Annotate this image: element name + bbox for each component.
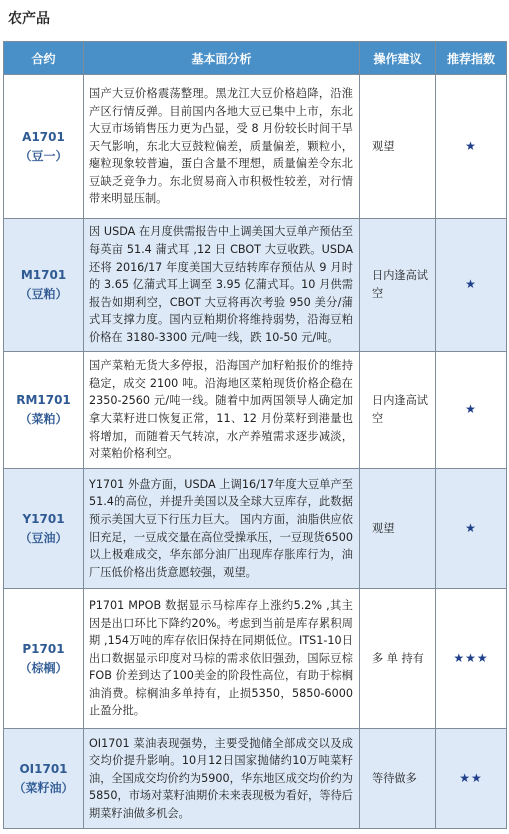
contract-name: （棕榈） bbox=[19, 660, 68, 675]
rating-stars: ★ bbox=[436, 352, 507, 469]
table-row bbox=[4, 352, 507, 469]
contract-name: （豆油） bbox=[19, 530, 68, 545]
advice-cell: 日内逢高试空 bbox=[360, 352, 436, 469]
analysis-cell: 国产大豆价格震荡整理。黑龙江大豆价格趋降，沿淮产区行情反弹。目前国内各地大豆已集中上市，东北大豆市场销售压力更为凸显，受 8 月份较长时间干旱天气影响，东北大豆鼓粒偏差，质量偏差，颗粒小，瘪粒现象较普遍，蛋白含量不理想，质量偏差令东北豆缺乏竞争力。东北贸易商入市积极性较差，对行情带来明显压制。 bbox=[84, 75, 360, 219]
advice-cell: 日内逢高试空 bbox=[360, 219, 436, 352]
contract-cell bbox=[4, 219, 84, 352]
contract-cell bbox=[4, 729, 84, 829]
rating-stars: ★★ bbox=[436, 729, 507, 829]
section-title: 农产品 bbox=[8, 11, 50, 27]
contract-name: （豆一） bbox=[19, 148, 68, 163]
table-row bbox=[4, 219, 507, 352]
contract-code: A1701 bbox=[22, 129, 65, 144]
advice-cell: 等待做多 bbox=[360, 729, 436, 829]
rating-stars: ★ bbox=[436, 219, 507, 352]
column-header-contract: 合约 bbox=[4, 42, 84, 75]
advice-cell: 多 单 持有 bbox=[360, 589, 436, 729]
column-header-rating: 推荐指数 bbox=[436, 42, 507, 75]
contract-cell bbox=[4, 352, 84, 469]
column-header-advice: 操作建议 bbox=[360, 42, 436, 75]
advice-cell: 观望 bbox=[360, 469, 436, 589]
rating-stars: ★ bbox=[436, 75, 507, 219]
analysis-cell: Y1701 外盘方面，USDA 上调16/17年度大豆单产至51.4的高位，并提升美国以及全球大豆库存，此数据预示美国大豆下行压力巨大。 国内方面，油脂供应依旧充足，一豆成交量在高位受操承压，一豆现货6500以上极难成交，华东部分油厂出现库存胀库行为，油厂压低价格出货意愿较强，观望。 bbox=[84, 469, 360, 589]
table-header-row bbox=[4, 42, 507, 75]
contract-cell bbox=[4, 589, 84, 729]
table-row bbox=[4, 75, 507, 219]
table-row bbox=[4, 729, 507, 829]
analysis-cell: OI1701 菜油表现强势，主要受抛储全部成交以及成交均价提升影响。10月12日国家抛储约10万吨菜籽油，全国成交均价约为5900，华东地区成交均价约为5850，市场对菜籽油期价未来表现极为看好，等待后期菜籽油做多机会。 bbox=[84, 729, 360, 829]
contract-cell bbox=[4, 469, 84, 589]
contract-code: RM1701 bbox=[16, 393, 71, 407]
contract-name: （菜籽油） bbox=[13, 780, 74, 795]
rating-stars: ★★★ bbox=[436, 589, 507, 729]
analysis-cell: P1701 MPOB 数据显示马棕库存上涨约5.2% ,其主因是出口环比下降约20%。考虑到当前是库存累积周期 ,154万吨的库存依旧保持在同期低位。ITS1-10日出口数据显示印度对马棕的需求依旧强劲，国际豆棕 FOB 价差到达了100美金的阶段性高位，有助于棕榈油消费。棕榈油多单持有，止损5350，5850-6000止盈分批。 bbox=[84, 589, 360, 729]
rating-stars: ★ bbox=[436, 469, 507, 589]
contract-code: M1701 bbox=[20, 268, 67, 282]
analysis-cell: 因 USDA 在月度供需报告中上调美国大豆单产预估至每英亩 51.4 蒲式耳 ,12 日 CBOT 大豆收跌。USDA 还将 2016/17 年度美国大豆结转库存预估从 9 月时的 3.65 亿蒲式耳上调至 3.95 亿蒲式耳。10 月供需报告如期利空，CBOT 大豆将再次考验 950 美分/蒲式耳支撑力度。国内豆粕期价将维持弱势，沿海豆粕价格在 3180-3300 元/吨一线，跌 10-50 元/吨。 bbox=[84, 219, 360, 352]
column-header-analysis: 基本面分析 bbox=[84, 42, 360, 75]
contract-name: （菜粕） bbox=[19, 412, 68, 426]
advice-cell: 观望 bbox=[360, 75, 436, 219]
recommendation-table bbox=[3, 41, 507, 829]
analysis-cell: 国产菜粕无货大多停报，沿海国产加籽粕报价的维持稳定，成交 2100 吨。沿海地区菜粕现货价格企稳在 2350-2560 元/吨一线。随着中加两国领导人确定加拿大菜籽进口恢复正常，11、12 月份菜籽到港量也将增加，而随着天气转凉，水产养殖需求逐步减淡，对菜粕价格利空。 bbox=[84, 352, 360, 469]
table-row bbox=[4, 589, 507, 729]
contract-name: （豆粕） bbox=[19, 287, 68, 301]
contract-code: Y1701 bbox=[22, 511, 65, 526]
contract-code: P1701 bbox=[22, 641, 65, 656]
contract-code: OI1701 bbox=[19, 761, 68, 776]
contract-cell bbox=[4, 75, 84, 219]
table-row bbox=[4, 469, 507, 589]
